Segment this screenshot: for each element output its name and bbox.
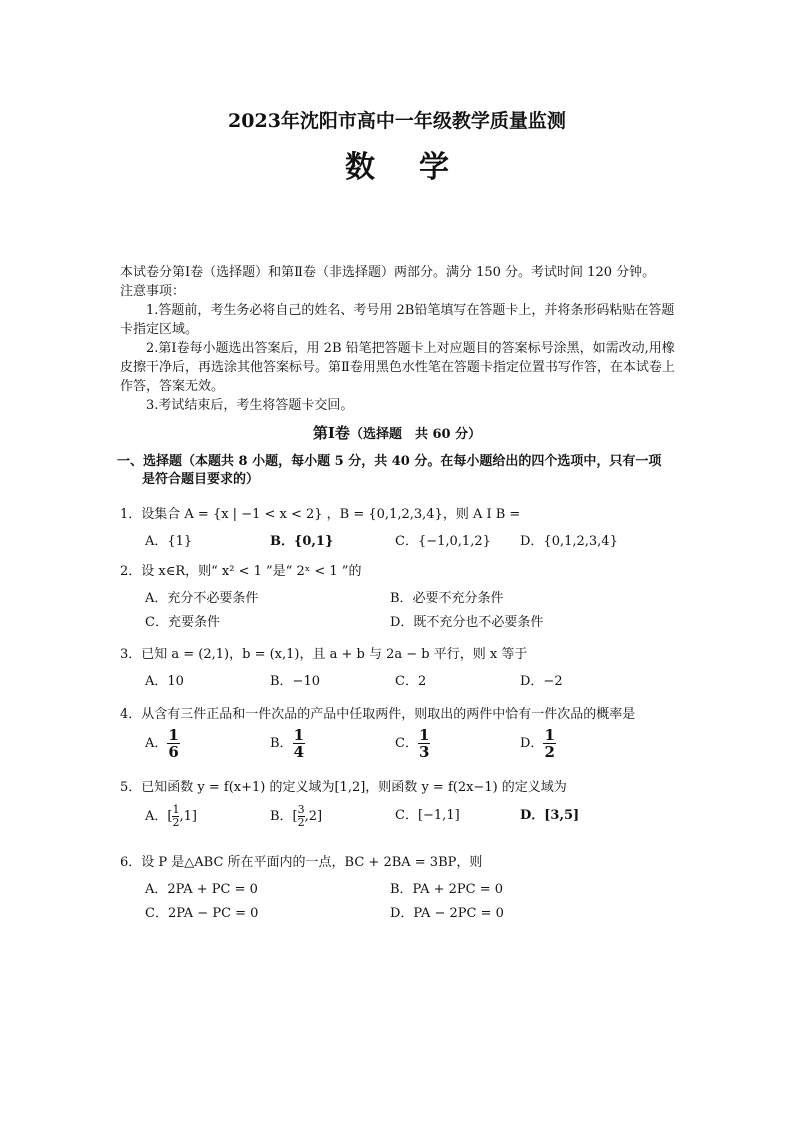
option-b: B．必要不充分条件: [390, 591, 504, 606]
volume-subtitle: （选择题 共 60 分）: [349, 427, 482, 442]
option-d: [520, 727, 645, 760]
instruction-note-2: 2.第Ⅰ卷每小题选出答案后，用 2B 铅笔把答题卡上对应题目的答案标号涂黑，如需改动,用橡皮擦干净后，再选涂其他答案标号。第Ⅱ卷用黑色水性笔在答题卡指定位置书写作答，在本试卷上作答，答案无效。: [120, 341, 675, 394]
subject-title: 数学: [345, 150, 493, 185]
option-c: C．2PA − PC = 0: [145, 906, 259, 921]
option-c: C．2: [395, 674, 427, 689]
option-d: D．[3,5]: [520, 808, 580, 823]
option-d: D．{0,1,2,3,4}: [520, 534, 618, 549]
question-6-options-row-2: [145, 902, 635, 921]
denominator: 6: [168, 743, 179, 761]
fraction: [167, 727, 179, 760]
question-4-options: [145, 727, 645, 760]
denominator: 2: [297, 816, 305, 829]
option-label: C．: [395, 736, 418, 751]
numerator: 1: [293, 726, 304, 744]
question-5-stem: 5．已知函数 y = f(x+1) 的定义域为[1,2]，则函数 y = f(2x−1) 的定义域为: [120, 780, 567, 795]
option-b: [270, 727, 395, 760]
volume-title: 第Ⅰ卷: [312, 424, 350, 442]
denominator: 3: [418, 743, 430, 761]
question-5-options: [145, 804, 645, 829]
option-d: D．既不充分也不必要条件: [390, 615, 544, 630]
option-a: A．2PA + PC = 0: [145, 882, 258, 897]
section-heading-line-1: 一、选择题（本题共 8 小题，每小题 5 分，共 40 分。在每小题给出的四个选项中，只有一项: [117, 454, 662, 469]
option-label: A．[: [145, 809, 173, 824]
question-6-options-row-1: [145, 878, 635, 897]
fraction: [543, 727, 555, 760]
question-4-stem: 4．从含有三件正品和一件次品的产品中任取两件，则取出的两件中恰有一件次品的概率是: [120, 707, 636, 722]
option-a: A．10: [145, 674, 184, 689]
instructions-heading: 注意事项：: [120, 284, 186, 299]
numerator: 1: [544, 726, 555, 744]
instructions: [120, 263, 680, 415]
option-d: D．PA − 2PC = 0: [390, 906, 504, 921]
option-c: C．[−1,1]: [395, 808, 460, 823]
section-heading: [117, 453, 697, 489]
question-1-stem: 1．设集合 A = {x | −1 < x < 2} ，B = {0,1,2,3,4}，则 A I B =: [120, 507, 521, 522]
exam-title: 2023年沈阳市高中一年级教学质量监测: [228, 110, 566, 132]
option-a: [145, 804, 270, 829]
question-2-options-row-2: [145, 611, 635, 630]
numerator: 3: [297, 803, 305, 816]
option-c: C．充要条件: [145, 615, 220, 630]
section-heading-line-2: 是符合题目要求的）: [142, 472, 260, 487]
instruction-note-3: 3.考试结束后，考生将答题卡交回。: [146, 398, 354, 413]
option-b: B．{0,1}: [270, 534, 334, 549]
option-label: A．: [145, 736, 168, 751]
denominator: 2: [172, 816, 180, 829]
option-label: B．: [270, 736, 293, 751]
option-b: B．PA + 2PC = 0: [390, 882, 504, 897]
option-label: D．: [520, 736, 544, 751]
option-a: [145, 727, 270, 760]
option-c: C．{−1,0,1,2}: [395, 534, 491, 549]
fraction: [298, 804, 305, 829]
option-a: A．充分不必要条件: [145, 591, 259, 606]
option-a: A．{1}: [145, 534, 193, 549]
question-3-options: [145, 670, 645, 689]
numerator: 1: [168, 726, 179, 744]
question-6-stem: 6．设 P 是△ABC 所在平面内的一点，BC + 2BA = 3BP，则: [120, 855, 483, 870]
option-d: D．−2: [520, 674, 563, 689]
numerator: 1: [418, 726, 430, 744]
question-1-options: [145, 530, 645, 549]
question-2-options-row-1: [145, 587, 635, 606]
question-3-stem: 3．已知 a = (2,1)，b = (x,1)，且 a + b 与 2a − b 平行，则 x 等于: [120, 647, 528, 662]
denominator: 4: [293, 743, 304, 761]
instructions-line: 本试卷分第Ⅰ卷（选择题）和第Ⅱ卷（非选择题）两部分。满分 150 分。考试时间 120 分钟。: [120, 265, 656, 280]
option-c: [395, 727, 520, 760]
option-label: B．[: [270, 809, 298, 824]
volume-heading: [0, 422, 794, 443]
fraction: [418, 727, 430, 760]
option-tail: ,2]: [304, 809, 323, 824]
option-tail: ,1]: [179, 809, 197, 824]
fraction: [293, 727, 305, 760]
numerator: 1: [172, 803, 180, 816]
question-2-stem: 2．设 x∈R，则“ x² < 1 ”是“ 2ˣ < 1 ”的: [120, 564, 362, 579]
option-b: [270, 804, 395, 829]
denominator: 2: [544, 743, 555, 761]
instruction-note-1: 1.答题前，考生务必将自己的姓名、考号用 2B铅笔填写在答题卡上，并将条形码粘贴在答题卡指定区域。: [120, 303, 675, 337]
option-b: B．−10: [270, 674, 320, 689]
